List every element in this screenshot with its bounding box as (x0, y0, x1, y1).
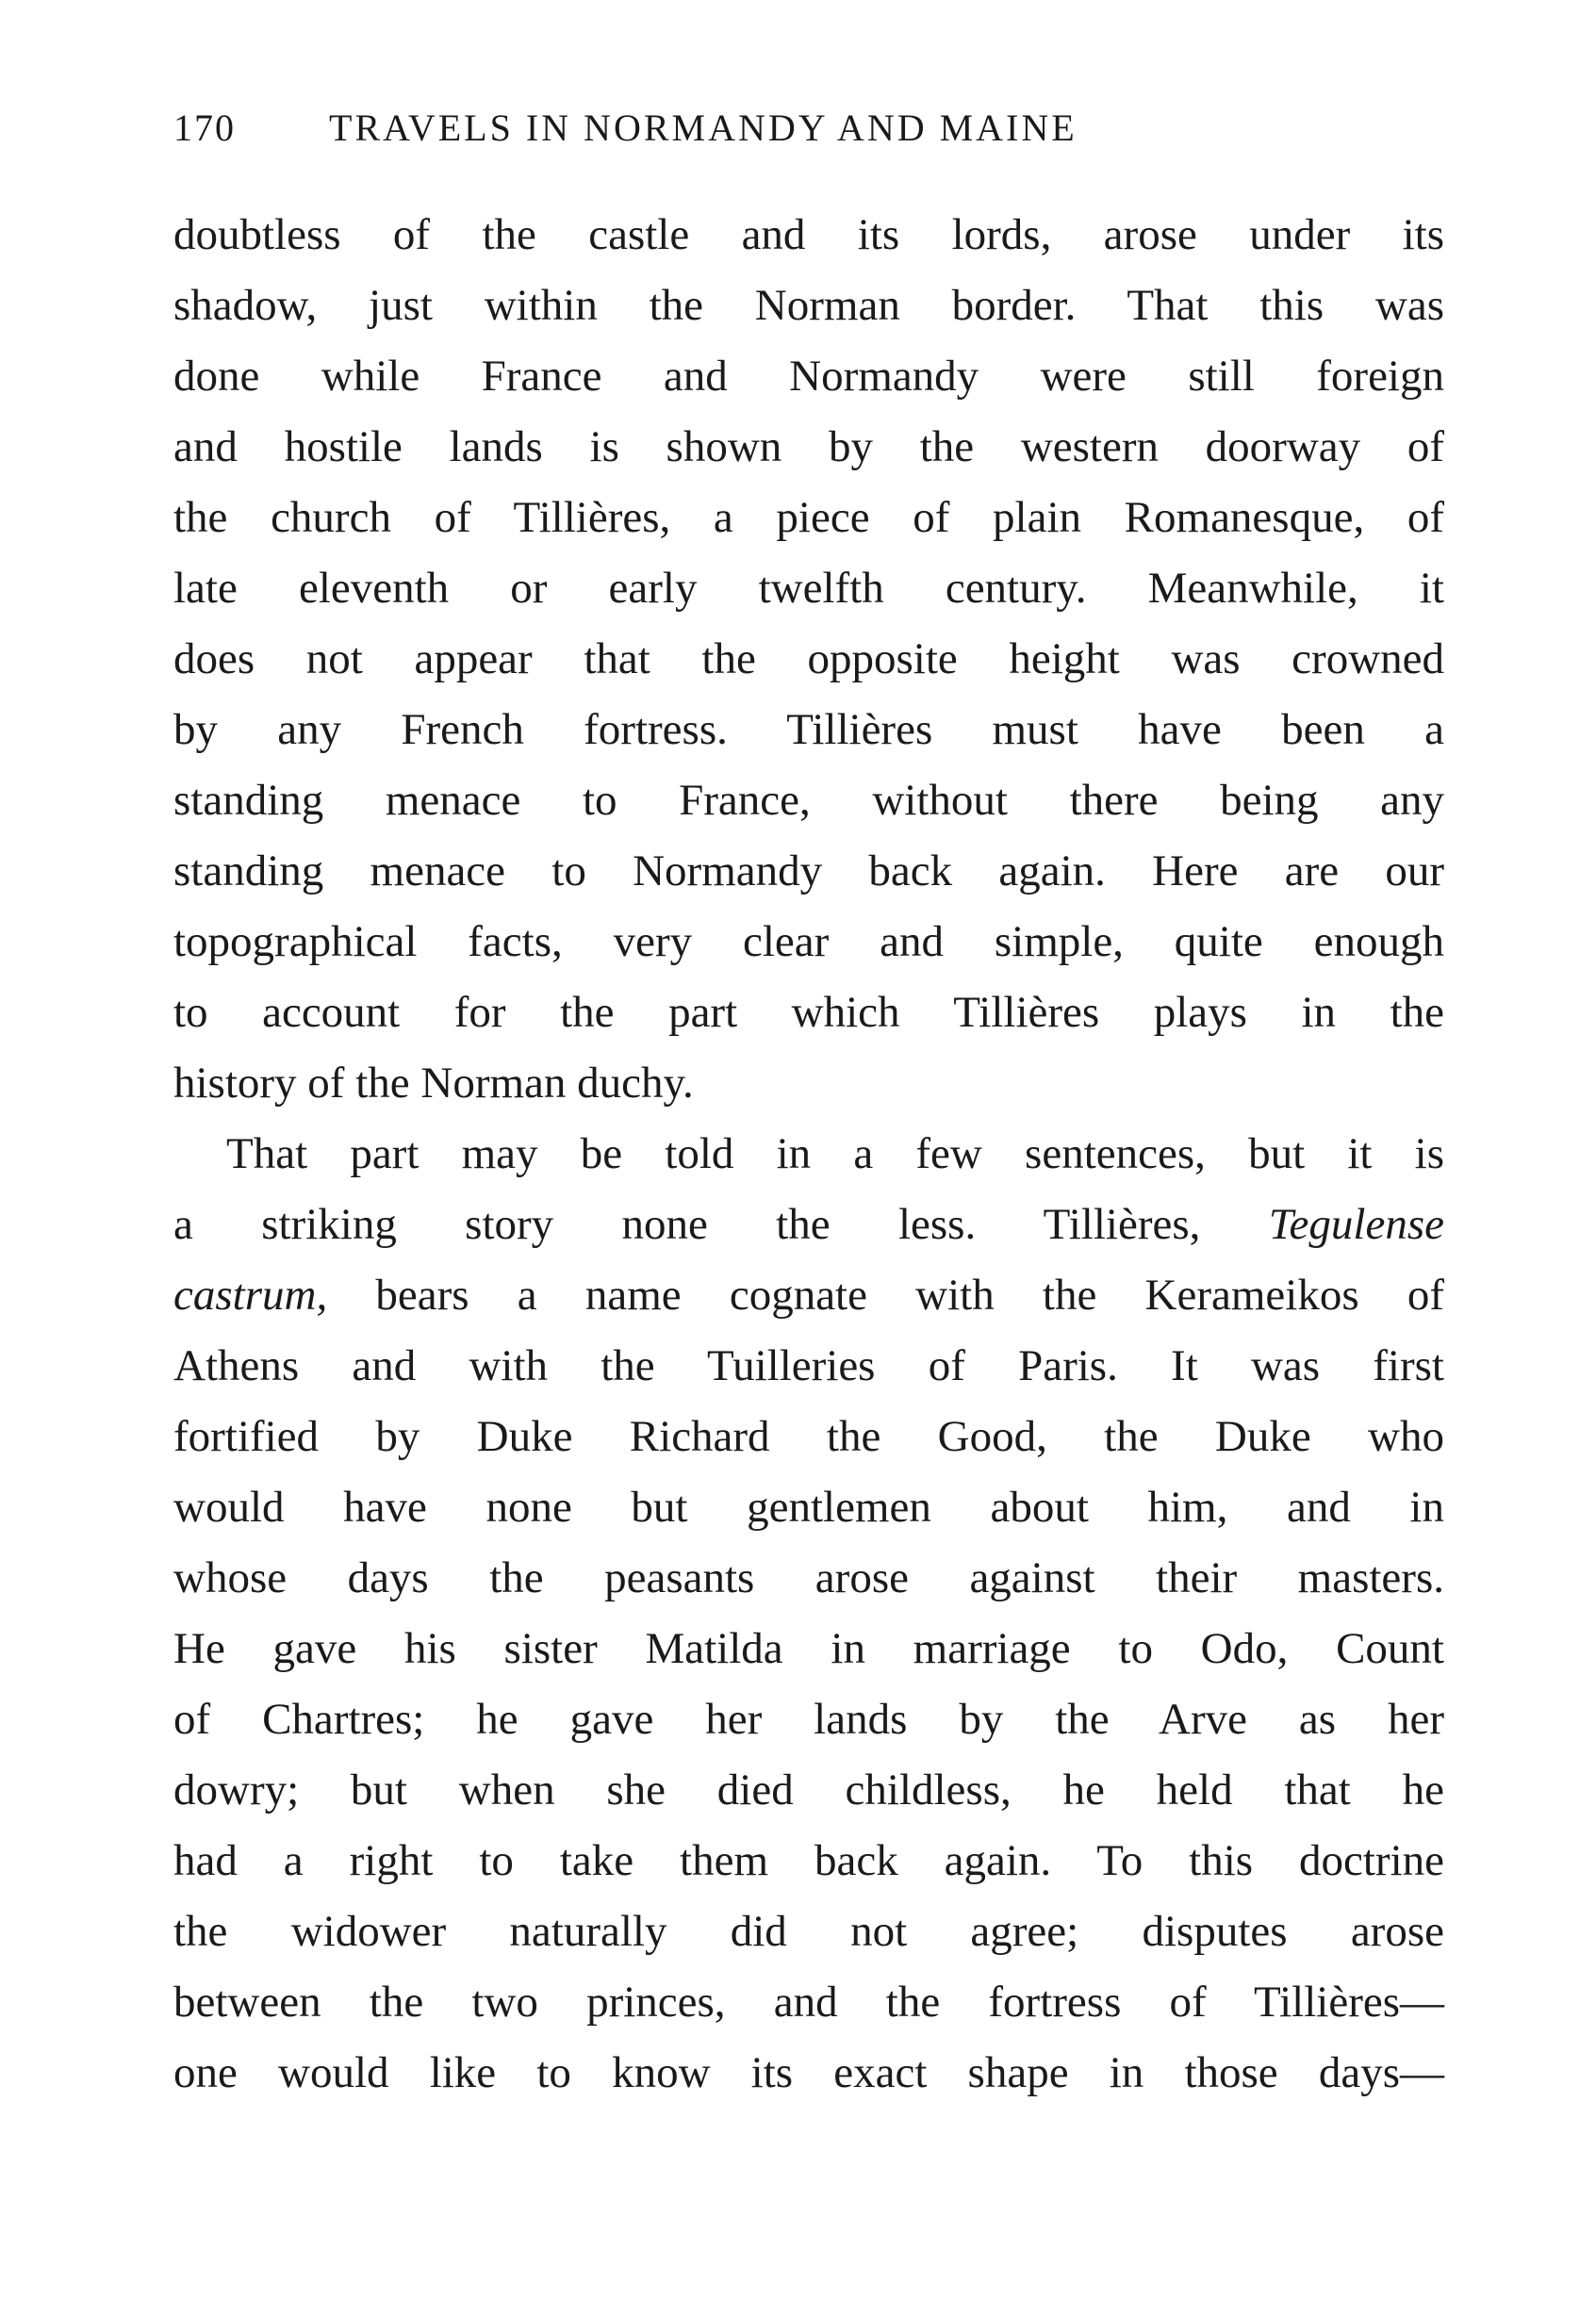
text-line (173, 200, 1444, 271)
text-line (173, 907, 1444, 977)
text-segment: a striking story none the less. Tillières, (173, 1200, 1269, 1249)
text-segment: topographical facts, very clear and simple, quite enough (173, 917, 1444, 966)
text-line (173, 1967, 1444, 2038)
italic-text: castrum, (173, 1271, 328, 1320)
text-segment: one would like to know its exact shape in those days— (173, 2048, 1444, 2097)
running-title: TRAVELS IN NORMANDY AND MAINE (329, 107, 1078, 149)
text-line (173, 271, 1444, 341)
text-line (173, 1755, 1444, 1826)
text-line (173, 977, 1444, 1048)
italic-text: Tegulense (1268, 1200, 1444, 1249)
text-segment: by any French fortress. Tillières must have been a (173, 705, 1444, 754)
text-segment: standing menace to France, without there being any (173, 776, 1444, 825)
text-line (173, 1684, 1444, 1755)
text-line (173, 553, 1444, 624)
text-segment: He gave his sister Matilda in marriage to Odo, Count (173, 1624, 1444, 1673)
text-line (173, 1897, 1444, 1967)
text-line (173, 695, 1444, 765)
text-segment: whose days the peasants arose against their masters. (173, 1553, 1444, 1602)
text-line (173, 1543, 1444, 1614)
text-line (173, 1190, 1444, 1260)
body-text (173, 200, 1444, 2109)
text-segment: bears a name cognate with the Kerameikos of (327, 1271, 1444, 1320)
text-line (173, 1119, 1444, 1190)
text-line (173, 1331, 1444, 1402)
text-line (173, 341, 1444, 412)
running-header (173, 106, 1305, 162)
text-segment: doubtless of the castle and its lords, arose under its (173, 210, 1444, 259)
text-segment: standing menace to Normandy back again. Here are our (173, 846, 1444, 895)
text-segment: of Chartres; he gave her lands by the Arve as her (173, 1695, 1444, 1744)
text-segment: the widower naturally did not agree; disputes arose (173, 1907, 1444, 1956)
text-segment: That part may be told in a few sentences, but it is (226, 1129, 1444, 1178)
text-line (173, 624, 1444, 695)
text-line (173, 765, 1444, 836)
text-segment: does not appear that the opposite height was crowned (173, 634, 1444, 683)
text-line (173, 836, 1444, 907)
text-segment: between the two princes, and the fortress of Tillières— (173, 1978, 1444, 2027)
text-line (173, 1260, 1444, 1331)
text-segment: and hostile lands is shown by the western doorway of (173, 422, 1444, 471)
text-segment: would have none but gentlemen about him, and in (173, 1483, 1444, 1532)
text-line (173, 1614, 1444, 1684)
text-segment: had a right to take them back again. To this doctrine (173, 1836, 1444, 1885)
text-line (173, 1472, 1444, 1543)
text-segment: shadow, just within the Norman border. That this was (173, 281, 1444, 330)
text-line (173, 1048, 1444, 1119)
text-segment: to account for the part which Tillières plays in the (173, 988, 1444, 1037)
text-line (173, 1826, 1444, 1897)
text-segment: dowry; but when she died childless, he held that he (173, 1765, 1444, 1815)
page-number: 170 (173, 107, 236, 149)
text-line (173, 2038, 1444, 2109)
text-segment: late eleventh or early twelfth century. Meanwhile, it (173, 564, 1444, 613)
text-line (173, 412, 1444, 483)
text-line (173, 483, 1444, 553)
text-segment: Athens and with the Tuilleries of Paris. It was first (173, 1341, 1444, 1390)
text-segment: the church of Tillières, a piece of plain Romanesque, of (173, 493, 1444, 542)
text-segment: done while France and Normandy were still foreign (173, 352, 1444, 401)
text-line (173, 1402, 1444, 1472)
text-segment: history of the Norman duchy. (173, 1059, 694, 1108)
text-segment: fortified by Duke Richard the Good, the Duke who (173, 1412, 1444, 1461)
